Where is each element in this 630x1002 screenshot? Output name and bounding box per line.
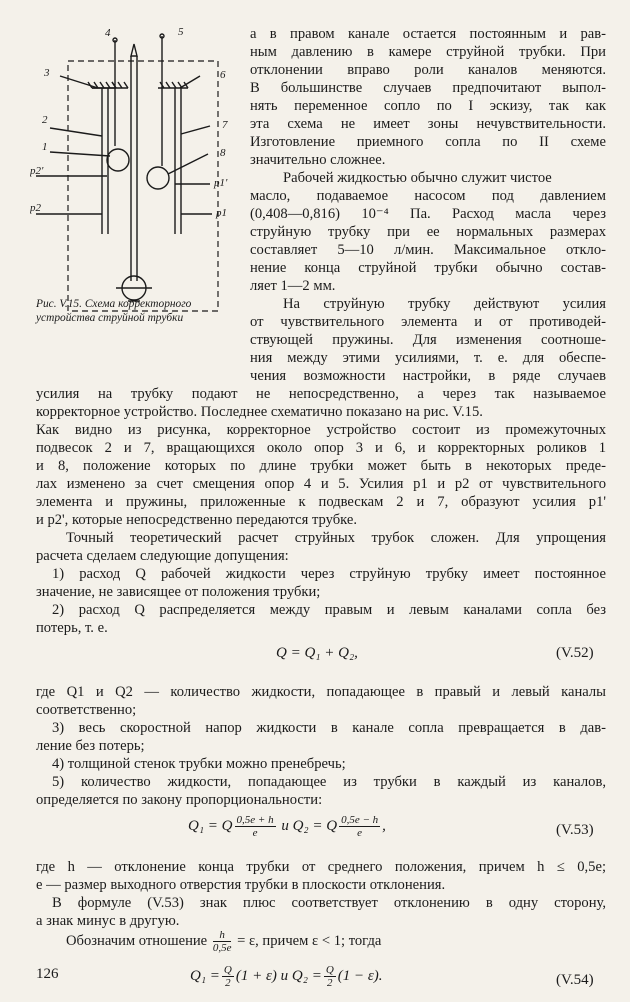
text-line: а знак минус в другую. [36, 913, 180, 929]
fig-label-4: 4 [105, 27, 111, 39]
fig-label-6: 6 [220, 69, 226, 81]
eq54-num1: Q [223, 964, 232, 976]
fig-label-1: 1 [42, 141, 48, 153]
text-line: соответственно; [36, 702, 137, 718]
ratio-num: h [213, 929, 232, 942]
eq53-mid: и Q₂ = Q [281, 817, 338, 834]
eq53-lhs1: Q₁ = Q [188, 817, 233, 834]
text-line: составляет 5—10 л/мин. Максимальное откло- [250, 242, 606, 258]
fig-label-5: 5 [178, 26, 184, 38]
text-line: где h — отклонение конца трубки от среднего положения, причем h ≤ 0,5e; [36, 859, 606, 875]
text-line: Рабочей жидкостью обычно служит чистое [283, 170, 552, 186]
text-line: ным давлению в камере струйной трубки. При [250, 44, 606, 60]
page-number: 126 [36, 966, 59, 982]
equation-number: (V.53) [556, 822, 594, 838]
text-line: ляет 1—2 мм. [250, 278, 336, 294]
fig-label-8: 8 [220, 147, 226, 159]
text-line: нять переменное сопло по I эскизу, так как [250, 98, 606, 114]
text-line: (0,408—0,816) 10⁻⁴ Па. Расход масла через [250, 206, 606, 222]
fig-label-p1prime: p1' [214, 177, 228, 189]
text-line: 1) расход Q рабочей жидкости через струйную трубку имеет постоянное [52, 566, 606, 582]
equation-number: (V.54) [556, 972, 594, 988]
eq54-fraction-1 [222, 964, 234, 989]
fig-label-3: 3 [44, 67, 50, 79]
text-line: струйную трубку при ее нормальных размерах [250, 224, 606, 240]
text-line: и p2', которые непосредственно передаются трубке. [36, 512, 358, 528]
eq54-fraction-2 [324, 964, 336, 989]
text-line: На струйную трубку действуют усилия [283, 296, 606, 312]
text-line: ление без потерь; [36, 738, 145, 754]
fig-label-2: 2 [42, 114, 48, 126]
equation-v52: Q = Q₁ + Q₂, [276, 645, 358, 661]
ratio-fraction [213, 929, 232, 954]
text-line: ствующей пружины. Для изменения соотноше- [250, 332, 606, 348]
text-line: значительно сложнее. [250, 152, 386, 168]
text-line: подвесок 2 и 7, вращающихся около опор 3 и 6, и корректорных роликов 1 [36, 440, 606, 456]
text-line: масло, подаваемое насосом под давлением [250, 188, 606, 204]
eq53-den2: e [357, 827, 363, 839]
text-line: значение, не зависящее от положения трубки; [36, 584, 321, 600]
eq53-num2: 0,5e − h [341, 814, 379, 826]
eq53-end: , [382, 817, 386, 834]
text-line: и 8, положение которых по длине трубки может быть в некоторых преде- [36, 458, 606, 474]
fig-label-p1: p1 [216, 207, 227, 219]
eq53-den1: e [252, 827, 258, 839]
text-line: усилия на трубку подают не непосредственно, а через так называемое [36, 386, 606, 402]
ratio-after: = ε, причем ε < 1; тогда [237, 933, 382, 949]
text-line: корректорное устройство. Последнее схематично показано на рис. V.15. [36, 404, 483, 420]
ratio-before: Обозначим отношение [66, 933, 208, 949]
text-line: а в правом канале остается постоянным и рав- [250, 26, 606, 42]
text-line: расчета сделаем следующие допущения: [36, 548, 289, 564]
text-line: Изготовление приемного сопла по II схеме [250, 134, 606, 150]
fig-label-p2prime: p2' [30, 165, 44, 177]
text-line: элемента и пружины, приложенные к подвескам 2 и 7, образуют усилия p1' [36, 494, 606, 510]
equation-v54 [190, 964, 383, 989]
text-line: ния между этими усилиями, т. е. для обеспе- [250, 350, 606, 366]
eq54-den1: 2 [225, 977, 231, 989]
text-line: 4) толщиной стенок трубки можно пренебречь; [52, 756, 346, 772]
eq53-num1: 0,5e + h [236, 814, 274, 826]
figure-caption-line-1: Рис. V.15. Схема корректорного [36, 298, 192, 310]
eq53-fraction-2 [339, 814, 380, 839]
text-line: 2) расход Q распределяется между правым и левым каналами сопла без [52, 602, 606, 618]
text-line: нение конца струйной трубки обычно состав- [250, 260, 606, 276]
eq54-lhs1: Q₁ = [190, 967, 220, 984]
ratio-den: 0,5e [212, 942, 232, 955]
ratio-line [66, 928, 381, 954]
text-line: где Q1 и Q2 — количество жидкости, попадающее в правый и левый каналы [36, 684, 606, 700]
text-line: 5) количество жидкости, попадающее из трубки в каждый из каналов, [52, 774, 606, 790]
text-line: эта схема не имеет зоны нечувствительности. [250, 116, 606, 132]
text-line: отклонении вправо роли каналов меняются. [250, 62, 606, 78]
equation-v53 [188, 814, 386, 839]
eq53-fraction-1 [235, 814, 276, 839]
equation-number: (V.52) [556, 645, 594, 661]
text-line: В большинстве случаев предпочитают выпол- [250, 80, 606, 96]
eq54-mid1: (1 + ε) и Q₂ = [235, 967, 322, 984]
corrector-device-figure [30, 26, 240, 326]
text-line: e — размер выходного отверстия трубки в плоскости отклонения. [36, 877, 446, 893]
eq54-num2: Q [325, 964, 334, 976]
text-line: лах изменено за счет смещения опор 4 и 5. Усилия p1 и p2 от чувствительного [36, 476, 606, 492]
text-line: Точный теоретический расчет струйных трубок сложен. Для упрощения [66, 530, 606, 546]
text-line: В формуле (V.53) знак плюс соответствует отклонению в одну сторону, [52, 895, 606, 911]
text-line: потерь, т. е. [36, 620, 108, 636]
text-line: определяется по закону пропорциональности: [36, 792, 323, 808]
figure-caption-line-2: устройства струйной трубки [36, 312, 184, 324]
text-line: Как видно из рисунка, корректорное устройство состоит из промежуточных [36, 422, 606, 438]
eq54-den2: 2 [327, 977, 333, 989]
fig-label-7: 7 [222, 119, 228, 131]
eq54-end: (1 − ε). [337, 967, 383, 984]
text-line: 3) весь скоростной напор жидкости в канале сопла превращается в дав- [52, 720, 606, 736]
text-line: от чувствительного элемента и от противодей- [250, 314, 606, 330]
fig-label-p2: p2 [30, 202, 41, 214]
text-line: чения возможности настройки, в ряде случаев [250, 368, 606, 384]
